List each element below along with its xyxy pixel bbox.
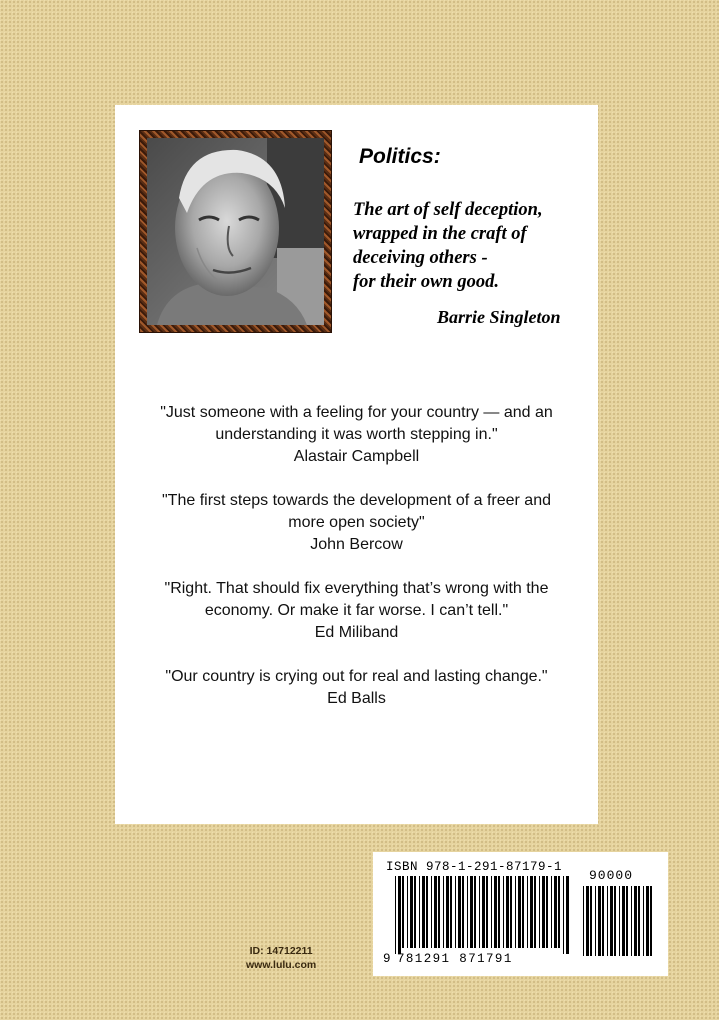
price-code: 90000: [589, 868, 634, 883]
barcode-bar: [554, 876, 557, 948]
barcode-bar: [438, 876, 440, 948]
barcode-bar: [458, 876, 461, 948]
barcode-bar: [431, 876, 432, 948]
quotes-section: [115, 402, 598, 732]
barcode-bar: [518, 876, 521, 948]
barcode-bar: [530, 876, 533, 948]
quote-line: "Our country is crying out for real and lasting change.": [165, 668, 548, 685]
barcode-bar: [450, 876, 452, 948]
barcode-bar: [527, 876, 528, 948]
barcode-bar: [491, 876, 492, 948]
portrait-frame: [139, 130, 332, 333]
definition-line: The art of self deception,: [353, 200, 543, 220]
addon-bars: [583, 886, 652, 956]
barcode-bar: [586, 886, 589, 956]
barcode-bar: [522, 876, 524, 948]
barcode-bar: [398, 876, 401, 954]
barcode-bar: [614, 886, 616, 956]
quote-balls: [115, 666, 598, 710]
barcode-bar: [510, 876, 512, 948]
barcode-bar: [634, 886, 637, 956]
barcode-bar: [503, 876, 504, 948]
definition-line: deceiving others -: [353, 248, 488, 268]
barcode-bar: [551, 876, 552, 948]
barcode-bar: [626, 886, 628, 956]
barcode-bar: [402, 876, 404, 948]
barcode-bar: [590, 886, 592, 956]
barcode-bar: [646, 886, 649, 956]
barcode-bar: [534, 876, 536, 948]
barcode-bar: [395, 876, 396, 954]
barcode-bar: [546, 876, 548, 948]
barcode-bar: [650, 886, 652, 956]
barcode-bar: [515, 876, 516, 948]
author-portrait: [147, 138, 324, 325]
barcode-bar: [563, 876, 564, 954]
barcode-bar: [566, 876, 569, 954]
barcode-digits: 781291 871791: [397, 952, 513, 966]
quote-line: more open society": [288, 514, 425, 531]
barcode-bar: [595, 886, 596, 956]
imprint-id: ID: 14712211: [249, 945, 313, 957]
barcode-bar: [542, 876, 545, 948]
barcode-bar: [414, 876, 416, 948]
barcode-bar: [419, 876, 420, 948]
quote-line: understanding it was worth stepping in.": [215, 426, 498, 443]
quote-campbell: [115, 402, 598, 468]
barcode-bar: [494, 876, 497, 948]
politics-heading: Politics:: [359, 145, 441, 168]
quote-attribution: Ed Miliband: [314, 624, 399, 641]
publisher-imprint: [246, 944, 316, 972]
back-cover-panel: [115, 105, 598, 824]
quote-line: economy. Or make it far worse. I can’t tell.": [204, 602, 509, 619]
quote-line: "The first steps towards the development of a freer and: [162, 492, 551, 509]
barcode-bar: [643, 886, 644, 956]
imprint-site: www.lulu.com: [246, 959, 317, 971]
barcode-bar: [446, 876, 449, 948]
definition-line: for their own good.: [353, 272, 499, 292]
isbn-barcode: [373, 852, 668, 976]
barcode-bar: [622, 886, 625, 956]
barcode-bar: [462, 876, 464, 948]
barcode-bar: [426, 876, 428, 948]
quote-line: "Just someone with a feeling for your country — and an: [160, 404, 553, 421]
barcode-bar: [598, 886, 601, 956]
ean13-bars: [395, 876, 569, 954]
barcode-bar: [558, 876, 560, 948]
quote-line: "Right. That should fix everything that’s wrong with the: [164, 580, 549, 597]
barcode-bar: [467, 876, 468, 948]
barcode-bar: [638, 886, 640, 956]
barcode-bar: [482, 876, 485, 948]
barcode-bar: [470, 876, 473, 948]
author-name: Barrie Singleton: [437, 307, 561, 327]
quote-bercow: [115, 490, 598, 556]
barcode-bar: [506, 876, 509, 948]
politics-definition: [353, 198, 593, 294]
barcode-bar: [498, 876, 500, 948]
barcode-lead-digit: 9: [383, 952, 391, 966]
quote-miliband: [115, 578, 598, 644]
quote-attribution: John Bercow: [310, 536, 403, 553]
barcode-bar: [455, 876, 456, 948]
barcode-bar: [610, 886, 613, 956]
quote-attribution: Alastair Campbell: [293, 448, 420, 465]
barcode-bar: [583, 886, 584, 956]
barcode-bar: [619, 886, 620, 956]
barcode-bar: [486, 876, 488, 948]
barcode-bar: [539, 876, 540, 948]
barcode-bar: [479, 876, 480, 948]
isbn-label: ISBN 978-1-291-87179-1: [386, 860, 563, 874]
barcode-bar: [631, 886, 632, 956]
barcode-bar: [407, 876, 408, 948]
barcode-bar: [474, 876, 476, 948]
quote-attribution: Ed Balls: [327, 690, 386, 707]
barcode-bar: [607, 886, 608, 956]
barcode-bar: [422, 876, 425, 948]
barcode-bar: [410, 876, 413, 948]
barcode-bar: [602, 886, 604, 956]
barcode-bar: [434, 876, 437, 948]
barcode-bar: [443, 876, 444, 948]
definition-line: wrapped in the craft of: [353, 224, 527, 244]
